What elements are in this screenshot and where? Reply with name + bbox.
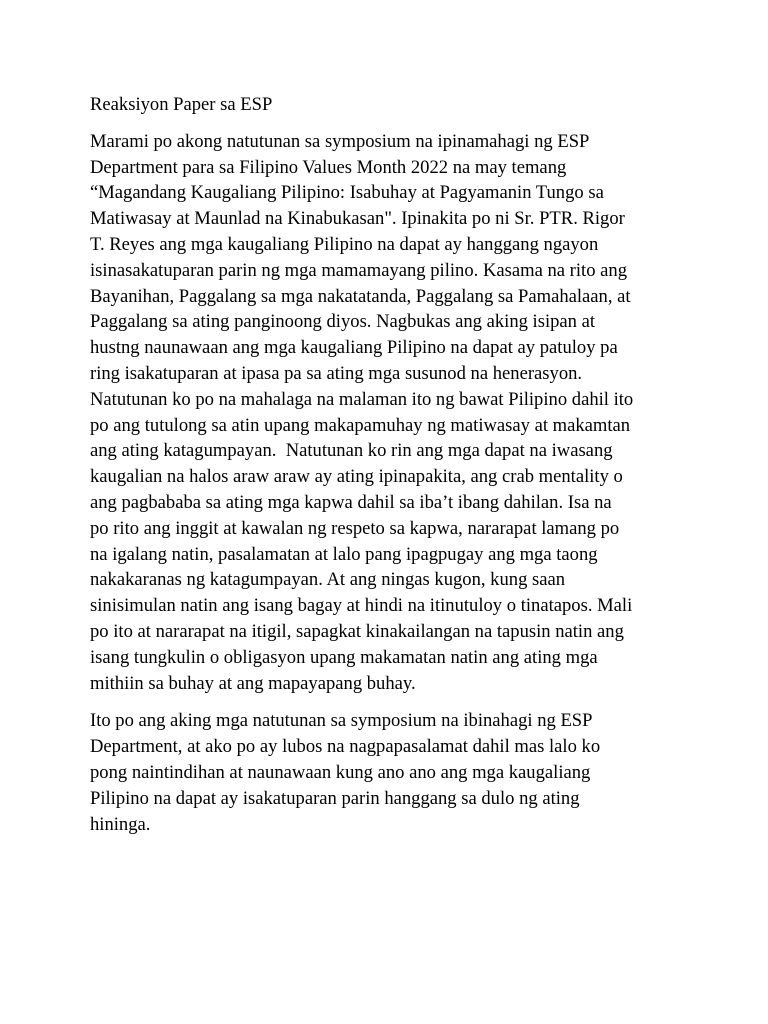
paragraph-line: kaugalian na halos araw araw ay ating ipinapakita, ang crab mentality o bbox=[90, 466, 623, 488]
paragraph-line: Natutunan ko po na mahalaga na malaman ito ng bawat Pilipino dahil ito bbox=[90, 388, 634, 410]
paragraph-line: Marami po akong natutunan sa symposium na ipinamahagi ng ESP bbox=[90, 130, 590, 152]
paragraph-line: ang pagbababa sa ating mga kapwa dahil sa iba’t ibang dahilan. Isa na bbox=[90, 491, 612, 513]
paragraph-line: pong naintindihan at naunawaan kung ano ano ang mga kaugaliang bbox=[90, 761, 591, 783]
paragraph-line: Paggalang sa ating panginoong diyos. Nagbukas ang aking isipan at bbox=[90, 311, 596, 333]
document-page bbox=[90, 92, 710, 849]
paragraph-line: T. Reyes ang mga kaugaliang Pilipino na dapat ay hanggang ngayon bbox=[90, 233, 599, 255]
paragraph-1 bbox=[90, 129, 710, 697]
paragraph-line: Pilipino na dapat ay isakatuparan parin hanggang sa dulo ng ating bbox=[90, 787, 580, 809]
paragraph-line: po ito at nararapat na itigil, sapagkat kinakailangan na tapusin natin ang bbox=[90, 620, 624, 642]
paragraph-2 bbox=[90, 708, 710, 837]
paragraph-line: hustng naunawaan ang mga kaugaliang Pilipino na dapat ay patuloy pa bbox=[90, 337, 618, 359]
paragraph-line: na igalang natin, pasalamatan at lalo pang ipagpugay ang mga taong bbox=[90, 543, 598, 565]
paragraph-line: hininga. bbox=[90, 813, 151, 835]
document-title: Reaksiyon Paper sa ESP bbox=[90, 94, 273, 115]
paragraph-line: mithiin sa buhay at ang mapayapang buhay. bbox=[90, 672, 416, 694]
paragraph-line: isang tungkulin o obligasyon upang makamatan natin ang ating mga bbox=[90, 646, 598, 668]
paragraph-line: ring isakatuparan at ipasa pa sa ating mga susunod na henerasyon. bbox=[90, 362, 583, 384]
paragraph-line: Matiwasay at Maunlad na Kinabukasan". Ipinakita po ni Sr. PTR. Rigor bbox=[90, 208, 625, 230]
paragraph-line: Department, at ako po ay lubos na nagpapasalamat dahil mas lalo ko bbox=[90, 736, 601, 758]
paragraph-line: isinasakatuparan parin ng mga mamamayang pilino. Kasama na rito ang bbox=[90, 259, 627, 281]
paragraph-line: nakakaranas ng katagumpayan. At ang ningas kugon, kung saan bbox=[90, 569, 566, 591]
paragraph-line: ang ating katagumpayan. Natutunan ko rin ang mga dapat na iwasang bbox=[90, 440, 613, 462]
paragraph-line: sinisimulan natin ang isang bagay at hindi na itinutuloy o tinatapos. Mali bbox=[90, 595, 633, 617]
paragraph-line: “Magandang Kaugaliang Pilipino: Isabuhay at Pagyamanin Tungo sa bbox=[90, 182, 604, 204]
paragraph-line: po rito ang inggit at kawalan ng respeto sa kapwa, nararapat lamang po bbox=[90, 517, 620, 539]
paragraph-line: Department para sa Filipino Values Month 2022 na may temang bbox=[90, 156, 567, 178]
paragraph-line: Bayanihan, Paggalang sa mga nakatatanda, Paggalang sa Pamahalaan, at bbox=[90, 285, 631, 307]
paragraph-line: Ito po ang aking mga natutunan sa symposium na ibinahagi ng ESP bbox=[90, 710, 593, 732]
paragraph-line: po ang tutulong sa atin upang makapamuhay ng matiwasay at makamtan bbox=[90, 414, 631, 436]
